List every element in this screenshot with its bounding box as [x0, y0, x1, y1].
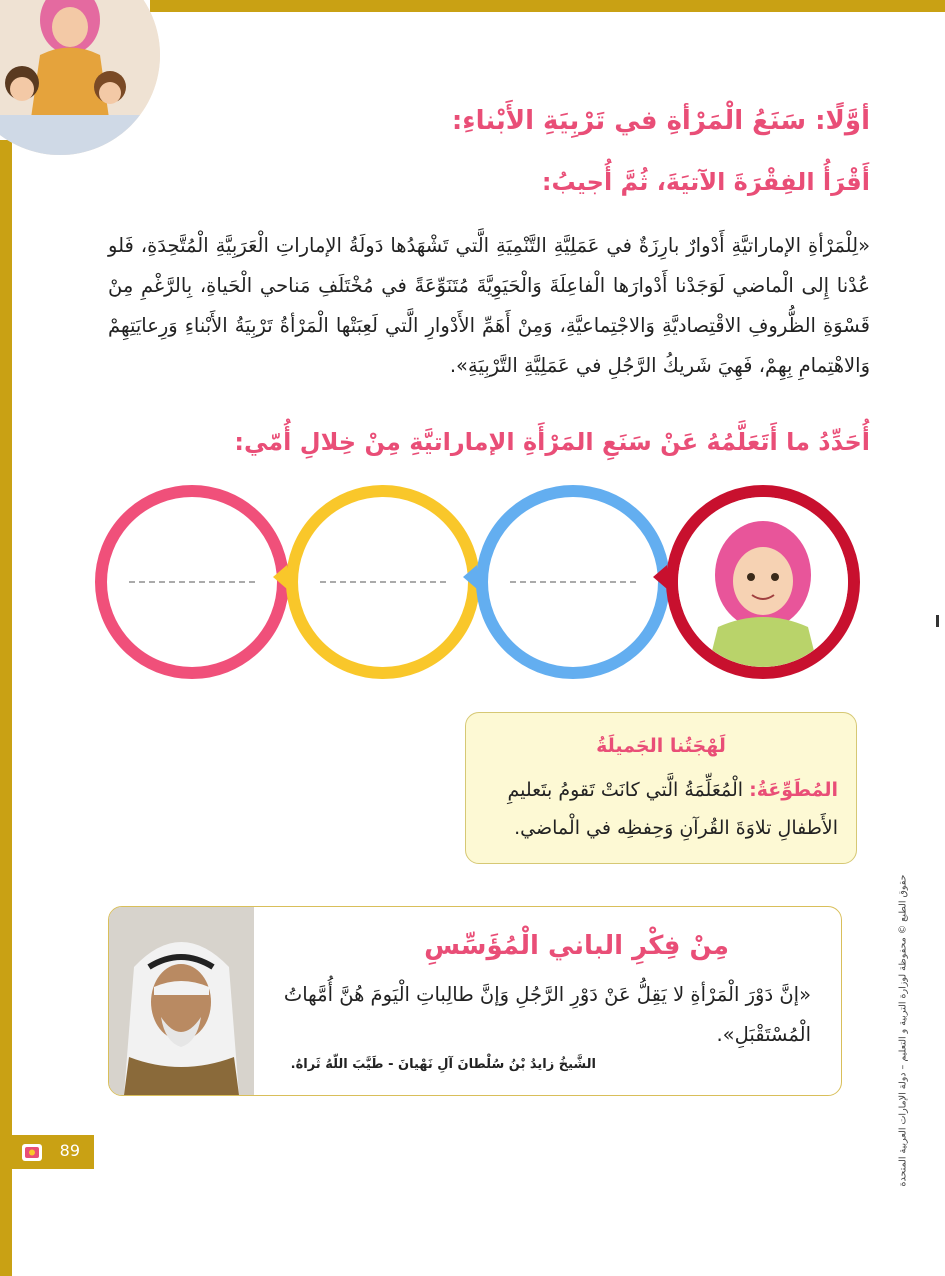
sheikh-portrait: [109, 907, 254, 1095]
answer-line-1[interactable]: [129, 581, 255, 583]
dialect-term: المُطَوِّعَةُ:: [749, 779, 838, 801]
dialect-title: لَهْجَتُنا الجَميلَةُ: [596, 735, 726, 757]
ring-pointer-red: [653, 565, 667, 589]
page-number: 89: [59, 1141, 80, 1160]
page-number-box: [12, 1135, 94, 1169]
ring-pointer-yellow: [273, 565, 287, 589]
girl-in-hijab-icon: [678, 497, 848, 667]
reading-paragraph: «لِلْمَرْأةِ الإماراتيَّةِ أَدْوارٌ بارِزَةٌ في عَمَلِيَّةِ التَّنْمِيَةِ الَّتي تَشْهَدُها دَولَةُ الإماراتِ الْعَرَبِيَّةِ الْمُتَّحِدَةِ، فَلو عُدْنا إِلى الْماضي لَوَجَدْنا أَدْوارَها الْفاعِلَةَ وَالْحَيَوِيَّةَ مُتَنَوِّعَةً في مُخْتَلَفِ مَناحي الْحَياةِ، بِالرَّغْمِ مِنْ قَسْوَةِ الظُّروفِ الاقْتِصاديَّةِ وَالاجْتِماعيَّةِ، وَمِنْ أَهَمِّ الأَدْوارِ الَّتي لَعِبَتْها الْمَرْأةُ تَرْبِيَةُ الأَبْناءِ وَرِعايَتِهِمْ وَالاهْتِمامِ بِهِمْ، فَهِيَ شَريكُ الرَّجُلِ في عَمَلِيَّةِ التَّرْبِيَةِ».: [108, 234, 870, 377]
founder-quote: «إنَّ دَوْرَ الْمَرْأةِ لا يَقِلُّ عَنْ دَوْرِ الرَّجُلِ وَإنَّ طالِباتِ الْيَومَ هُنَّ أُمَّهاتُ الْمُسْتَقْبَلِ».: [283, 983, 811, 1046]
task-heading: أُحَدِّدُ ما أَتَعَلَّمُهُ عَنْ سَنَعِ المَرْأَةِ الإماراتيَّةِ مِنْ خِلالِ أُمّي:: [234, 428, 870, 456]
section-title: أوَّلًا: سَنَعُ الْمَرْأةِ في تَرْبِيَةِ الأَبْناءِ:: [451, 106, 870, 136]
answer-rings: [95, 485, 855, 685]
left-decor-bar: [0, 140, 12, 1276]
founder-attribution: الشَّيخُ زايدُ بْنُ سُلْطانَ آلِ نَهْيانَ - طَيَّبَ اللّهُ ثَراهُ.: [290, 1057, 596, 1072]
answer-ring-3[interactable]: [476, 485, 670, 679]
ring-pointer-blue: [463, 565, 477, 589]
mother-children-illustration: [0, 0, 160, 155]
answer-ring-2[interactable]: [286, 485, 480, 679]
girl-portrait-ring: [666, 485, 860, 679]
answer-line-3[interactable]: [510, 581, 636, 583]
edge-mark: [936, 615, 939, 627]
dialect-definition: [480, 771, 838, 847]
copyright-text: حقوق الطبع © محفوظة لوزارة التربية و التعليم – دولة الإمارات العربية المتحدة: [897, 874, 909, 1187]
dialect-box: [465, 712, 857, 864]
reading-instruction: أَقْرَأُ الفِقْرَةَ الآتيَةَ، ثُمَّ أُجيبُ:: [541, 168, 870, 196]
answer-line-2[interactable]: [320, 581, 446, 583]
answer-ring-1[interactable]: [95, 485, 289, 679]
founder-quote-box: [108, 906, 842, 1096]
top-decor-bar: [150, 0, 945, 12]
book-icon: [20, 1140, 44, 1164]
dialect-meaning: الْمُعَلِّمَةُ الَّتي كانَتْ تَقومُ بتَعليمِ الأَطفالِ تلاوَةَ القُرآنِ وَحِفظِه في الْماضي.: [507, 779, 838, 839]
founder-photo: [109, 907, 254, 1095]
family-drawing: [0, 0, 160, 155]
founder-title: مِنْ فِكْرِ الباني الْمُؤَسِّسِ: [424, 931, 729, 961]
